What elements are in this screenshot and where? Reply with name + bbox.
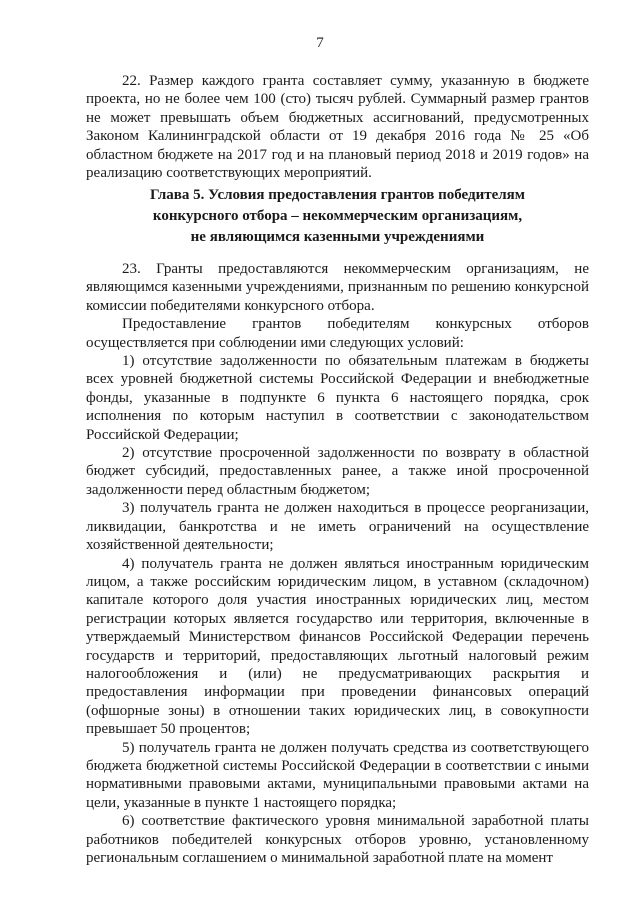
chapter-heading-line-2: конкурсного отбора – некоммерческим организациям, [152, 208, 523, 224]
chapter-heading-line-1: Глава 5. Условия предоставления грантов победителям [149, 187, 526, 203]
conditions-intro: Предоставление грантов победителям конкурсных отборов осуществляется при соблюдении ими следующих условий: [86, 316, 589, 351]
chapter-heading-line-3: не являющимся казенными учреждениями [190, 229, 485, 245]
condition-6: 6) соответствие фактического уровня минимальной заработной платы работников победителей конкурсных отборов уровню, установленному региональным соглашением о минимальной заработной плате на момент [86, 813, 589, 866]
page-number: 7 [316, 35, 324, 51]
clause-23: 23. Гранты предоставляются некоммерческим организациям, не являющимся казенными учреждениями, признанным по решению конкурсной комиссии победителями конкурсного отбора. [86, 261, 589, 314]
clause-23-block [86, 260, 589, 867]
clause-22: 22. Размер каждого гранта составляет сумму, указанную в бюджете проекта, но не более чем 100 (сто) тысяч рублей. Суммарный размер грантов не может превышать объем бюджетных ассигнований, предусмотренных Законом Калининградской области от 19 декабря 2016 года № 25 «Об областном бюджете на 2017 год и на плановый период 2018 и 2019 годов» на реализацию соответствующих мероприятий. [86, 73, 589, 182]
condition-2: 2) отсутствие просроченной задолженности по возврату в областной бюджет субсидий, предоставленных ранее, а также иной просроченной задолженности перед областным бюджетом; [86, 445, 589, 498]
condition-4: 4) получатель гранта не должен являться иностранным юридическим лицом, а также российским юридическим лицом, в уставном (складочном) капитале которого доля участия иностранных юридических лиц, местом регистрации которых является государство или территория, включенные в утверждаемый Министерством финансов Российской Федерации перечень государств и территорий, предоставляющих льготный налоговый режим налогообложения и (или) не предусматривающих раскрытия и предоставления информации при проведении финансовых операций (офшорные зоны) в отношении таких юридических лиц, в совокупности превышает 50 процентов; [86, 555, 589, 738]
chapter-heading [86, 185, 589, 248]
clause-22-block [86, 72, 589, 182]
condition-3: 3) получатель гранта не должен находиться в процессе реорганизации, ликвидации, банкротства и не иметь ограничений на осуществление хозяйственной деятельности; [86, 500, 589, 554]
condition-1: 1) отсутствие задолженности по обязательным платежам в бюджеты всех уровней бюджетной системы Российской Федерации и внебюджетные фонды, указанные в подпункте 6 пункта 6 настоящего порядка, срок исполнения по которым наступил в соответствии с законодательством Российской Федерации; [86, 353, 589, 443]
condition-5: 5) получатель гранта не должен получать средства из соответствующего бюджета бюджетной системы Российской Федерации в соответствии с иными нормативными правовыми актами, муниципальными правовыми актами на цели, указанные в пункте 1 настоящего порядка; [86, 739, 589, 811]
